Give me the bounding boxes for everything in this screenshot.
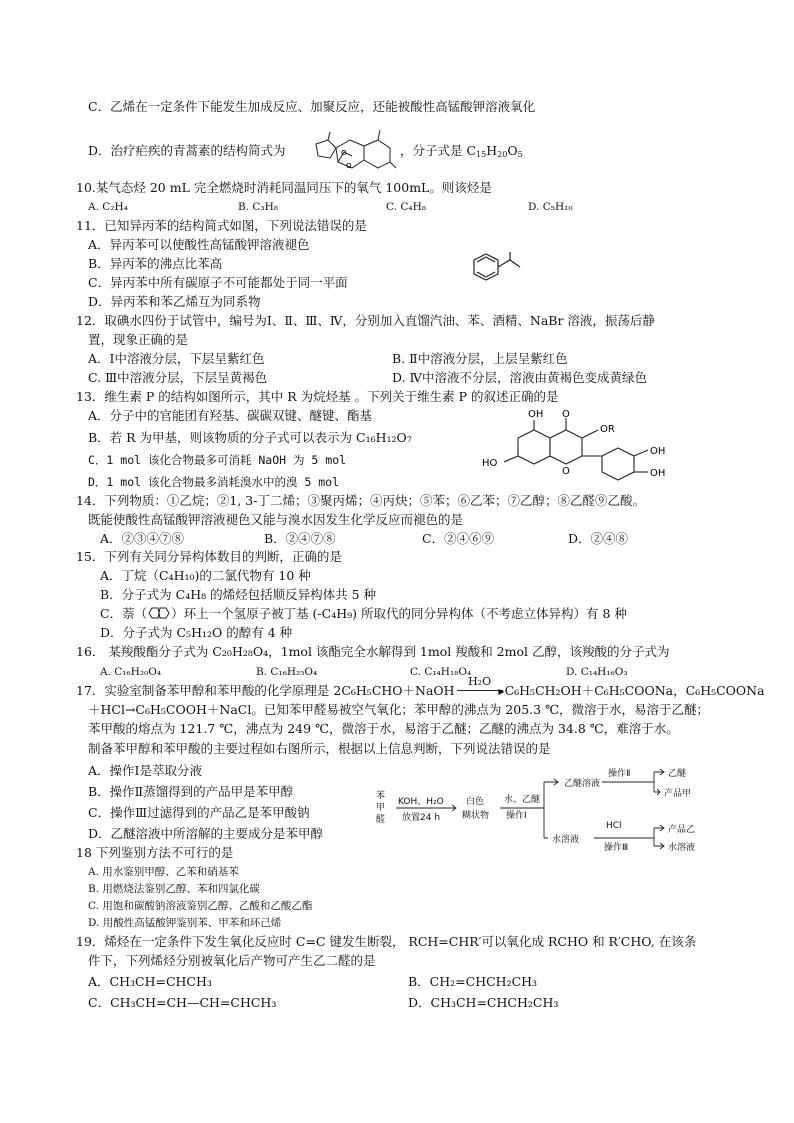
q16-option-d[interactable]: D. C₁₄H₁₆O₃: [566, 666, 628, 678]
q17-line1-prefix: 17．实验室制备苯甲醇和苯甲酸的化学原理是 2C₆H₅CHO＋NaOH: [76, 683, 455, 698]
q9-option-c: C．乙烯在一定条件下能发生加成反应、加聚反应，还能被酸性高锰酸钾溶液氧化: [88, 99, 536, 114]
q16-option-c[interactable]: C. C₁₄H₁₈O₄: [410, 666, 472, 678]
q15-option-c-suffix: ）环上一个氢原子被丁基 (-C₄H₉) 所取代的同分异构体（不考虑立体异构）有 8 种: [171, 606, 627, 621]
flow-water-solution: 水溶液: [552, 835, 580, 845]
label-o-ketone: O: [562, 409, 570, 420]
flow-start-2: 甲: [376, 803, 386, 813]
q17-option-a[interactable]: A．操作Ⅰ是萃取分液: [88, 763, 202, 778]
q13-option-b[interactable]: B．若 R 为甲基，则该物质的分子式可以表示为 C₁₆H₁₂O₇: [88, 430, 412, 445]
q10-option-c[interactable]: C. C₄H₈: [386, 201, 426, 213]
q14-option-b[interactable]: B．②④⑦⑧: [264, 531, 336, 546]
q16-option-b[interactable]: B. C₁₆H₂₅O₄: [256, 666, 318, 678]
q15-option-c[interactable]: [100, 606, 627, 622]
q11-option-d[interactable]: D．异丙苯和苯乙烯互为同系物: [88, 294, 261, 309]
flow-product-a: 产品甲: [664, 789, 692, 799]
q11-option-a[interactable]: A．异丙苯可以使酸性高锰酸钾溶液褪色: [88, 237, 310, 252]
label-or: OR: [600, 424, 615, 435]
q15-stem: 15．下列有关同分异构体数目的判断，正确的是: [76, 549, 342, 564]
q17-option-b[interactable]: B．操作Ⅱ蒸馏得到的产品甲是苯甲醇: [88, 784, 294, 799]
q10-option-d[interactable]: D. C₅H₁₀: [528, 201, 573, 213]
naphthalene-icon: [147, 606, 171, 620]
flow-hcl: HCl: [606, 821, 622, 831]
q17-stem-line4: 制备苯甲醇和苯甲酸的主要过程如右图所示，根据以上信息判断，下列说法错误的是: [88, 741, 551, 756]
q19-option-d[interactable]: D．CH₃CH=CHCH₂CH₃: [408, 995, 559, 1010]
q17-line1-suffix: C₆H₅CH₂OH＋C₆H₅COONa，C₆H₅COONa: [504, 683, 765, 698]
flow-op1: 操作Ⅰ: [506, 811, 527, 821]
flow-solvent: 水、乙醚: [504, 795, 541, 805]
q11-option-c[interactable]: C．异丙苯中所有碳原子不可能都处于同一平面: [88, 275, 348, 290]
q9-option-d-formula: ，分子式是 $C_{15}H_{20}O_5$: [400, 143, 523, 159]
q17-flow-diagram: [372, 760, 702, 856]
q14-option-a[interactable]: A．②③④⑦⑧: [100, 531, 185, 546]
flow-ether-solution: 乙醚溶液: [564, 779, 601, 789]
q17-stem-line3: 苯甲酸的熔点为 121.7 ℃，沸点为 249 ℃，微溶于水，易溶于乙醚；乙醚的沸点为 34.8 ℃，难溶于水。: [88, 721, 679, 736]
cumene-structure-image: [462, 250, 532, 292]
q17-stem-line1: [76, 675, 765, 699]
flow-ether: 乙醚: [668, 769, 687, 779]
q13-option-a[interactable]: A．分子中的官能团有羟基、碳碳双键、醚键、酯基: [88, 408, 373, 423]
flow-condition: 放置24 h: [402, 813, 441, 823]
label-oh-right2: OH: [650, 468, 666, 479]
q12-option-d[interactable]: D. Ⅳ中溶液不分层，溶液由黄褐色变成黄绿色: [392, 370, 648, 385]
q10-option-b[interactable]: B. C₃H₈: [238, 201, 279, 213]
q19-option-c[interactable]: C．CH₃CH=CH—CH=CHCH₃: [88, 995, 277, 1010]
q18-option-b[interactable]: B. 用燃烧法鉴别乙醇、苯和四氯化碳: [88, 883, 260, 895]
flow-mid-1: 白色: [466, 797, 485, 807]
q13-option-d[interactable]: D．1 mol 该化合物最多消耗溴水中的溴 5 mol: [88, 475, 340, 489]
flow-start-1: 苯: [376, 791, 386, 801]
svg-text:O: O: [341, 149, 347, 157]
q18-stem: 18 下列鉴别方法不可行的是: [76, 845, 234, 860]
q17-option-c[interactable]: C．操作Ⅲ过滤得到的产品乙是苯甲酸钠: [88, 805, 310, 820]
svg-text:O: O: [346, 162, 352, 170]
q14-stem-line2: 既能使酸性高锰酸钾溶液褪色又能与溴水因发生化学反应而褪色的是: [88, 512, 464, 527]
flow-op3: 操作Ⅲ: [604, 843, 629, 853]
q9-option-d-prefix: D．治疗疟疾的青蒿素的结构简式为: [88, 143, 286, 158]
q18-option-c[interactable]: C. 用饱和碳酸钠溶液鉴别乙醇、乙酸和乙酸乙酯: [88, 900, 313, 912]
artemisinin-structure-image: [308, 122, 398, 174]
q12-option-c[interactable]: C. Ⅲ中溶液分层，下层呈黄褐色: [88, 370, 268, 385]
q13-option-c[interactable]: C．1 mol 该化合物最多可消耗 NaOH 为 5 mol: [88, 453, 347, 467]
q14-option-c[interactable]: C．②④⑥⑨: [422, 531, 495, 546]
flow-op2: 操作Ⅱ: [608, 769, 631, 779]
arrow-label: H₂O: [468, 675, 492, 688]
q14-option-d[interactable]: D．②④⑧: [568, 531, 629, 546]
flow-reagent: KOH、H₂O: [398, 797, 444, 807]
q19-option-b[interactable]: B．CH₂=CHCH₂CH₃: [408, 974, 538, 989]
q18-option-a[interactable]: A. 用水鉴别甲醇、乙苯和硝基苯: [88, 866, 239, 878]
q12-option-a[interactable]: A．Ⅰ中溶液分层，下层呈紫红色: [88, 351, 265, 366]
vitamin-p-structure-image: [478, 408, 696, 490]
flow-water-solution-2: 水溶液: [668, 843, 696, 853]
label-ho-left: HO: [482, 458, 498, 469]
flow-mid-2: 糊状物: [462, 811, 490, 821]
flow-product-b: 产品乙: [668, 825, 696, 835]
label-o-ring: O: [562, 466, 570, 477]
q15-option-d[interactable]: D．分子式为 C₅H₁₂O 的醇有 4 种: [100, 625, 293, 640]
q17-stem-line2: ＋HCl→C₆H₅COOH＋NaCl。已知苯甲醛易被空气氧化；苯甲醇的沸点为 205.3 ℃，微溶于水，易溶于乙醚；: [88, 702, 710, 717]
reaction-arrow: H₂O ▶: [455, 683, 505, 699]
q11-option-b[interactable]: B．异丙苯的沸点比苯高: [88, 256, 223, 271]
q10-stem: 10.某气态烃 20 mL 完全燃烧时消耗同温同压下的氧气 100mL。则该烃是: [76, 180, 492, 195]
q17-option-d[interactable]: D．乙醚溶液中所溶解的主要成分是苯甲醇: [88, 826, 324, 841]
q19-stem-line1: 19．烯烃在一定条件下发生氧化反应时 C=C 键发生断裂， RCH=CHR′可以氧化成 RCHO 和 R′CHO, 在该条: [76, 934, 697, 949]
q14-stem: 14．下列物质：①乙烷；②1, 3-丁二烯；③聚丙烯；④丙炔；⑤苯；⑥乙苯；⑦乙醇；⑧乙醛⑨乙酸。: [76, 493, 645, 508]
label-oh-top: OH: [528, 409, 544, 420]
flow-start-3: 醛: [376, 815, 386, 825]
q19-stem-line2: 件下，下列烯烃分别被氧化后产物可产生乙二醛的是: [88, 953, 376, 968]
q13-stem: 13．维生素 P 的结构如图所示，其中 R 为烷烃基 。下列关于维生素 P 的叙述正确的是: [76, 389, 559, 404]
q15-option-b[interactable]: B．分子式为 C₄H₈ 的烯烃包括顺反异构体共 5 种: [100, 587, 377, 602]
q10-option-a[interactable]: A. C₂H₄: [88, 201, 128, 213]
q12-stem-line1: 12．取碘水四份于试管中，编号为Ⅰ、Ⅱ、Ⅲ、Ⅳ，分别加入直馏汽油、苯、酒精、NaBr 溶液，振荡后静: [76, 313, 655, 328]
q11-stem: 11．已知异丙苯的结构简式如图，下列说法错误的是: [76, 218, 367, 233]
q18-option-d[interactable]: D. 用酸性高锰酸钾鉴别苯、甲苯和环己烯: [88, 917, 282, 929]
q16-option-a[interactable]: A. C₁₆H₂₀O₄: [100, 666, 162, 678]
q15-option-c-prefix: C．萘（: [100, 606, 148, 621]
q19-option-a[interactable]: A．CH₃CH=CHCH₃: [88, 974, 212, 989]
q12-option-b[interactable]: B. Ⅱ中溶液分层，上层呈紫红色: [392, 351, 568, 366]
label-oh-right1: OH: [650, 446, 666, 457]
q16-stem: 16． 某羧酸酯分子式为 C₂₀H₂₈O₄，1mol 该酯完全水解得到 1mol 羧酸和 2mol 乙醇，该羧酸的分子式为: [76, 644, 670, 659]
q15-option-a[interactable]: A．丁烷（C₄H₁₀)的二氯代物有 10 种: [100, 568, 311, 583]
q12-stem-line2: 置，现象正确的是: [88, 332, 189, 347]
